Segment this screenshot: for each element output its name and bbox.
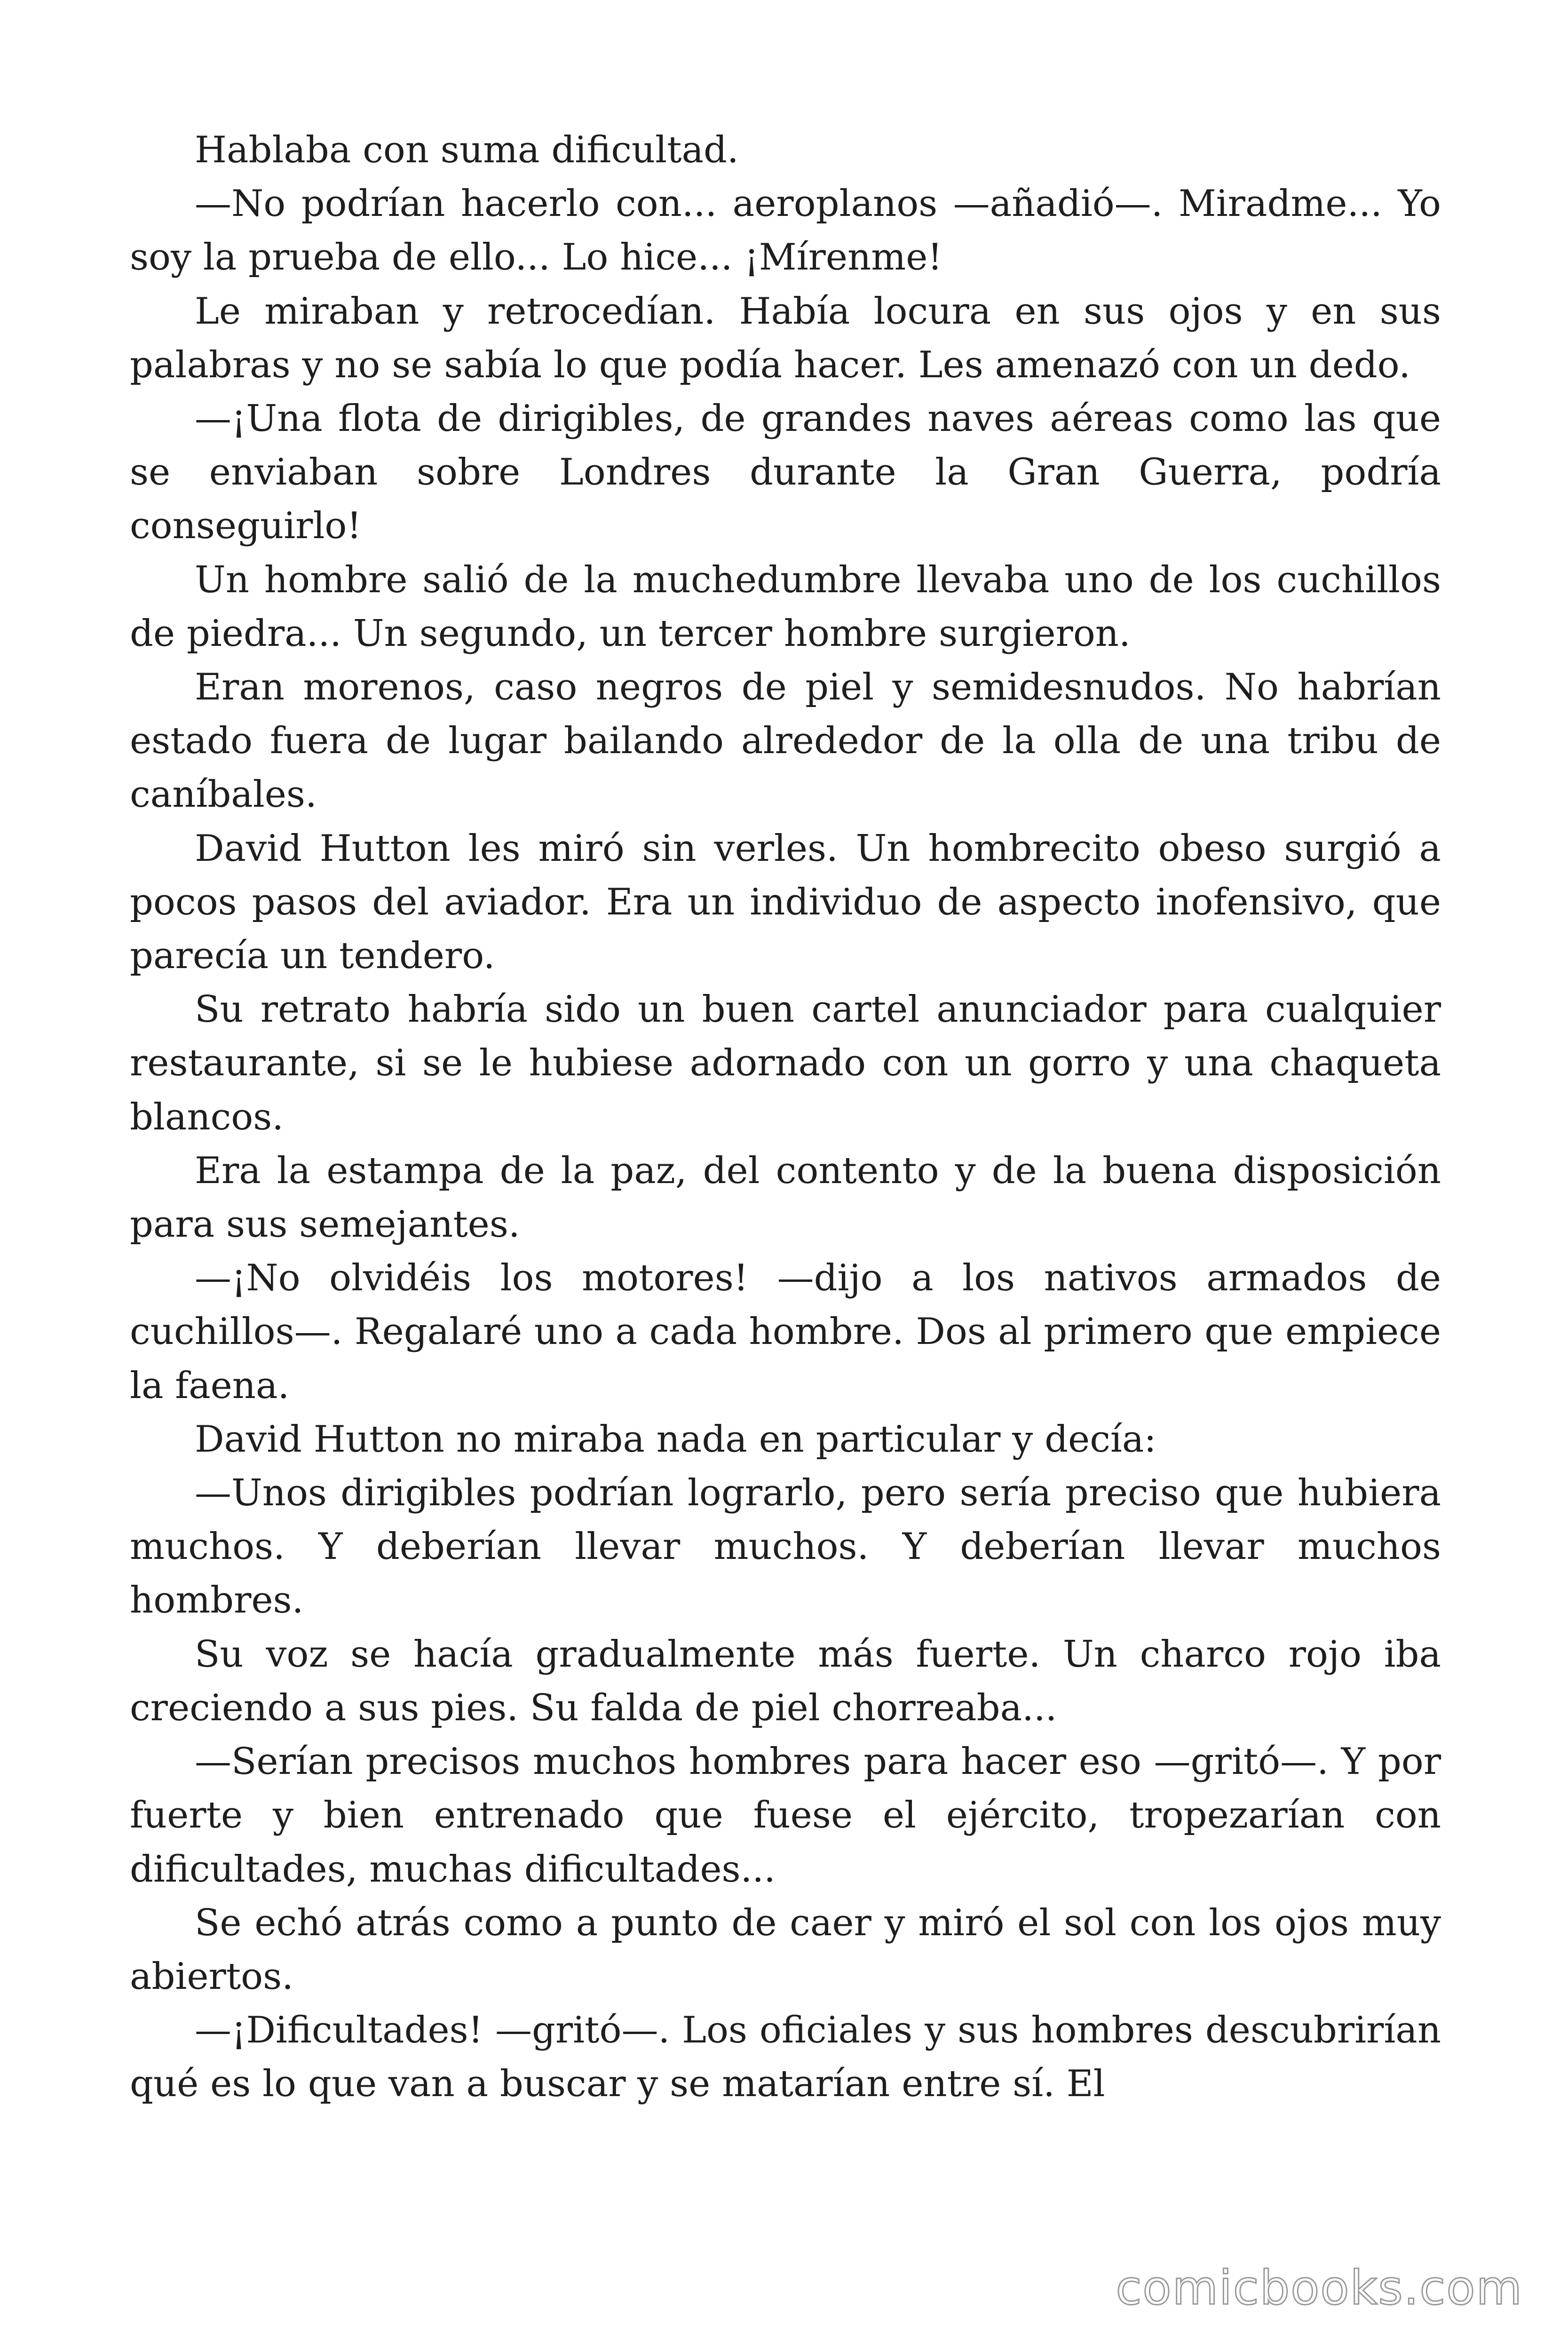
watermark: comicbooks.com (1116, 2260, 1523, 2315)
paragraph: Era la estampa de la paz, del contento y de la buena disposición para sus semejantes. (130, 1149, 1441, 1246)
paragraph: —¡Una flota de dirigibles, de grandes naves aéreas como las que se enviaban sobre Londres durante la Gran Guerra, podría conseguirlo! (130, 397, 1441, 548)
paragraph: Su retrato habría sido un buen cartel anunciador para cualquier restaurante, si se le hubiese adornado con un gorro y una chaqueta blancos. (130, 988, 1441, 1138)
paragraph: —¡No olvidéis los motores! —dijo a los nativos armados de cuchillos—. Regalaré uno a cada hombre. Dos al primero que empiece la faena. (130, 1257, 1441, 1407)
paragraph: Se echó atrás como a punto de caer y miró el sol con los ojos muy abiertos. (130, 1901, 1441, 1998)
paragraph: Le miraban y retrocedían. Había locura en sus ojos y en sus palabras y no se sabía lo que podía hacer. Les amenazó con un dedo. (130, 290, 1441, 386)
paragraph: —¡Dificultades! —gritó—. Los oficiales y sus hombres descubrirían qué es lo que van a buscar y se matarían entre sí. El (130, 2009, 1441, 2106)
paragraph: —Unos dirigibles podrían lograrlo, pero sería preciso que hubiera muchos. Y deberían llevar muchos. Y deberían llevar muchos hombres. (130, 1472, 1441, 1622)
body-text (130, 123, 1441, 2111)
paragraph: Un hombre salió de la muchedumbre llevaba uno de los cuchillos de piedra... Un segundo, un tercer hombre surgieron. (130, 558, 1441, 655)
paragraph: —No podrían hacerlo con... aeroplanos —añadió—. Miradme... Yo soy la prueba de ello... Lo hice... ¡Mírenme! (130, 183, 1441, 279)
paragraph: —Serían precisos muchos hombres para hacer eso —gritó—. Y por fuerte y bien entrenado que fuese el ejército, tropezarían con dificultades, muchas dificultades... (130, 1740, 1441, 1891)
paragraph: Eran morenos, caso negros de piel y semidesnudos. No habrían estado fuera de lugar bailando alrededor de la olla de una tribu de caníbales. (130, 666, 1441, 816)
paragraph: David Hutton les miró sin verles. Un hombrecito obeso surgió a pocos pasos del aviador. Era un individuo de aspecto inofensivo, que parecía un tendero. (130, 827, 1441, 977)
paragraph: Hablaba con suma dificultad. (195, 129, 739, 171)
paragraph: David Hutton no miraba nada en particular y decía: (195, 1418, 1156, 1461)
paragraph: Su voz se hacía gradualmente más fuerte. Un charco rojo iba creciendo a sus pies. Su falda de piel chorreaba... (130, 1633, 1441, 1729)
